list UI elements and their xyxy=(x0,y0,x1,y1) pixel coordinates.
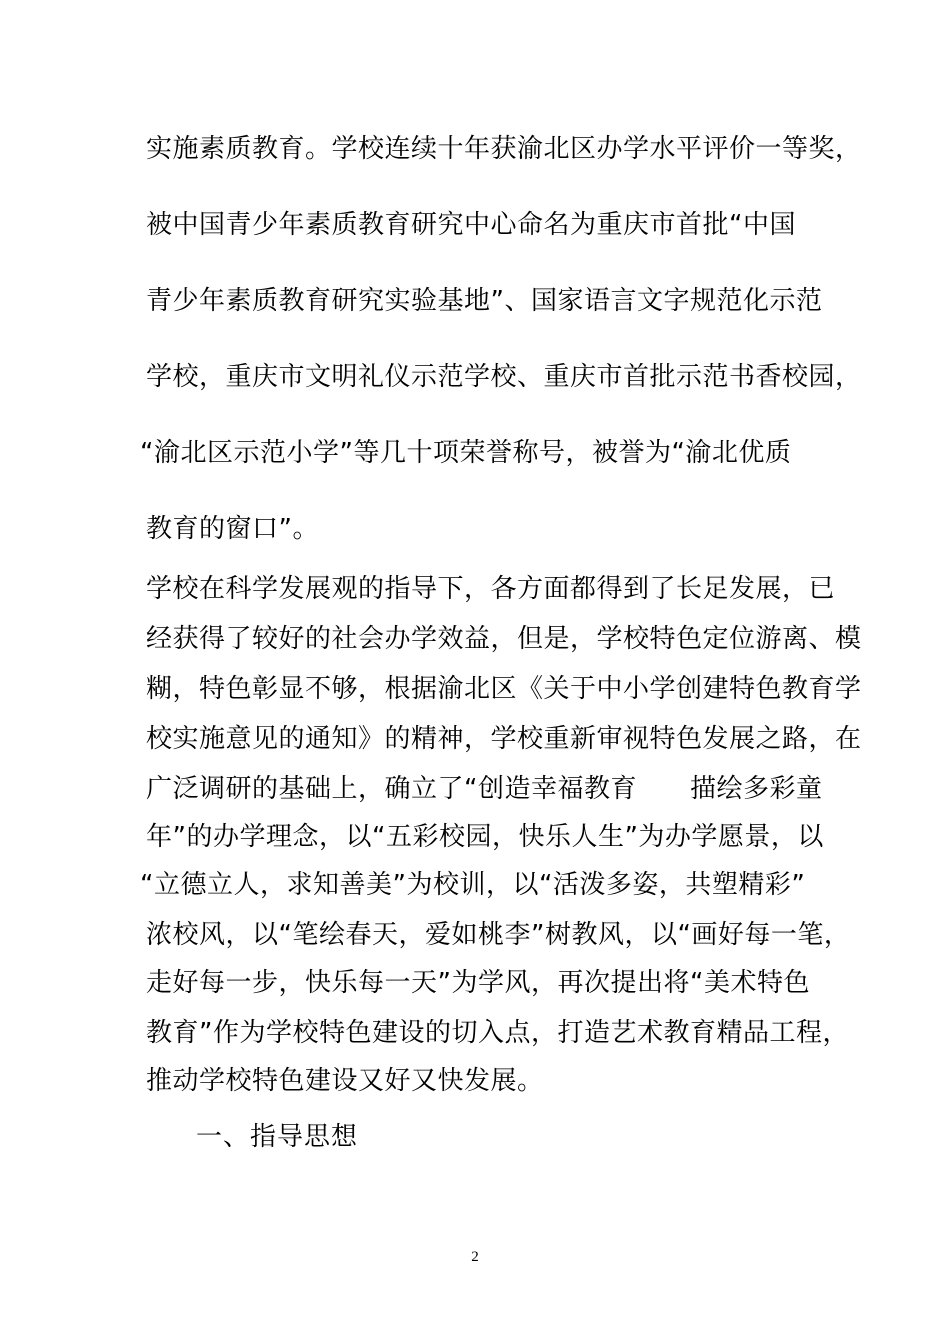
paragraph2-line-7: “立德立人，求知善美”为校训，以“活泼多姿，共塑精彩” xyxy=(140,870,806,900)
page-number: 2 xyxy=(471,1249,479,1265)
paragraph2-line-10: 教育”作为学校特色建设的切入点，打造艺术教育精品工程， xyxy=(146,1018,849,1048)
paragraph2-line-11: 推动学校特色建设又好又快发展。 xyxy=(146,1066,544,1096)
paragraph2-line-6: 年”的办学理念，以“五彩校园，快乐人生”为办学愿景，以 xyxy=(146,822,824,852)
paragraph2-line-3: 糊，特色彰显不够，根据渝北区《关于中小学创建特色教育学 xyxy=(146,674,862,704)
paragraph2-line-8: 浓校风，以“笔绘春天，爱如桃李”树教风，以“画好每一笔， xyxy=(146,920,851,950)
paragraph1-line-5: “渝北区示范小学”等几十项荣誉称号，被誉为“渝北优质 xyxy=(140,438,792,468)
paragraph1-line-4: 学校，重庆市文明礼仪示范学校、重庆市首批示范书香校园， xyxy=(146,362,862,392)
paragraph2-line-5: 广泛调研的基础上，确立了“创造幸福教育 描绘多彩童 xyxy=(146,774,823,804)
paragraph1-line-3: 青少年素质教育研究实验基地”、国家语言文字规范化示范 xyxy=(146,286,823,316)
paragraph2-line-4: 校实施意见的通知》的精神，学校重新审视特色发展之路，在 xyxy=(146,724,862,754)
paragraph1-line-2: 被中国青少年素质教育研究中心命名为重庆市首批“中国 xyxy=(146,210,796,240)
paragraph1-line-6: 教育的窗口”。 xyxy=(146,514,319,544)
paragraph2-line-2: 经获得了较好的社会办学效益，但是，学校特色定位游离、模 xyxy=(146,624,862,654)
paragraph2-line-1: 学校在科学发展观的指导下，各方面都得到了长足发展，已 xyxy=(146,574,836,604)
paragraph1-line-1: 实施素质教育。学校连续十年获渝北区办学水平评价一等奖， xyxy=(146,134,862,164)
paragraph2-line-9: 走好每一步，快乐每一天”为学风，再次提出将“美术特色 xyxy=(146,968,810,998)
section-heading: 一、指导思想 xyxy=(196,1122,359,1152)
